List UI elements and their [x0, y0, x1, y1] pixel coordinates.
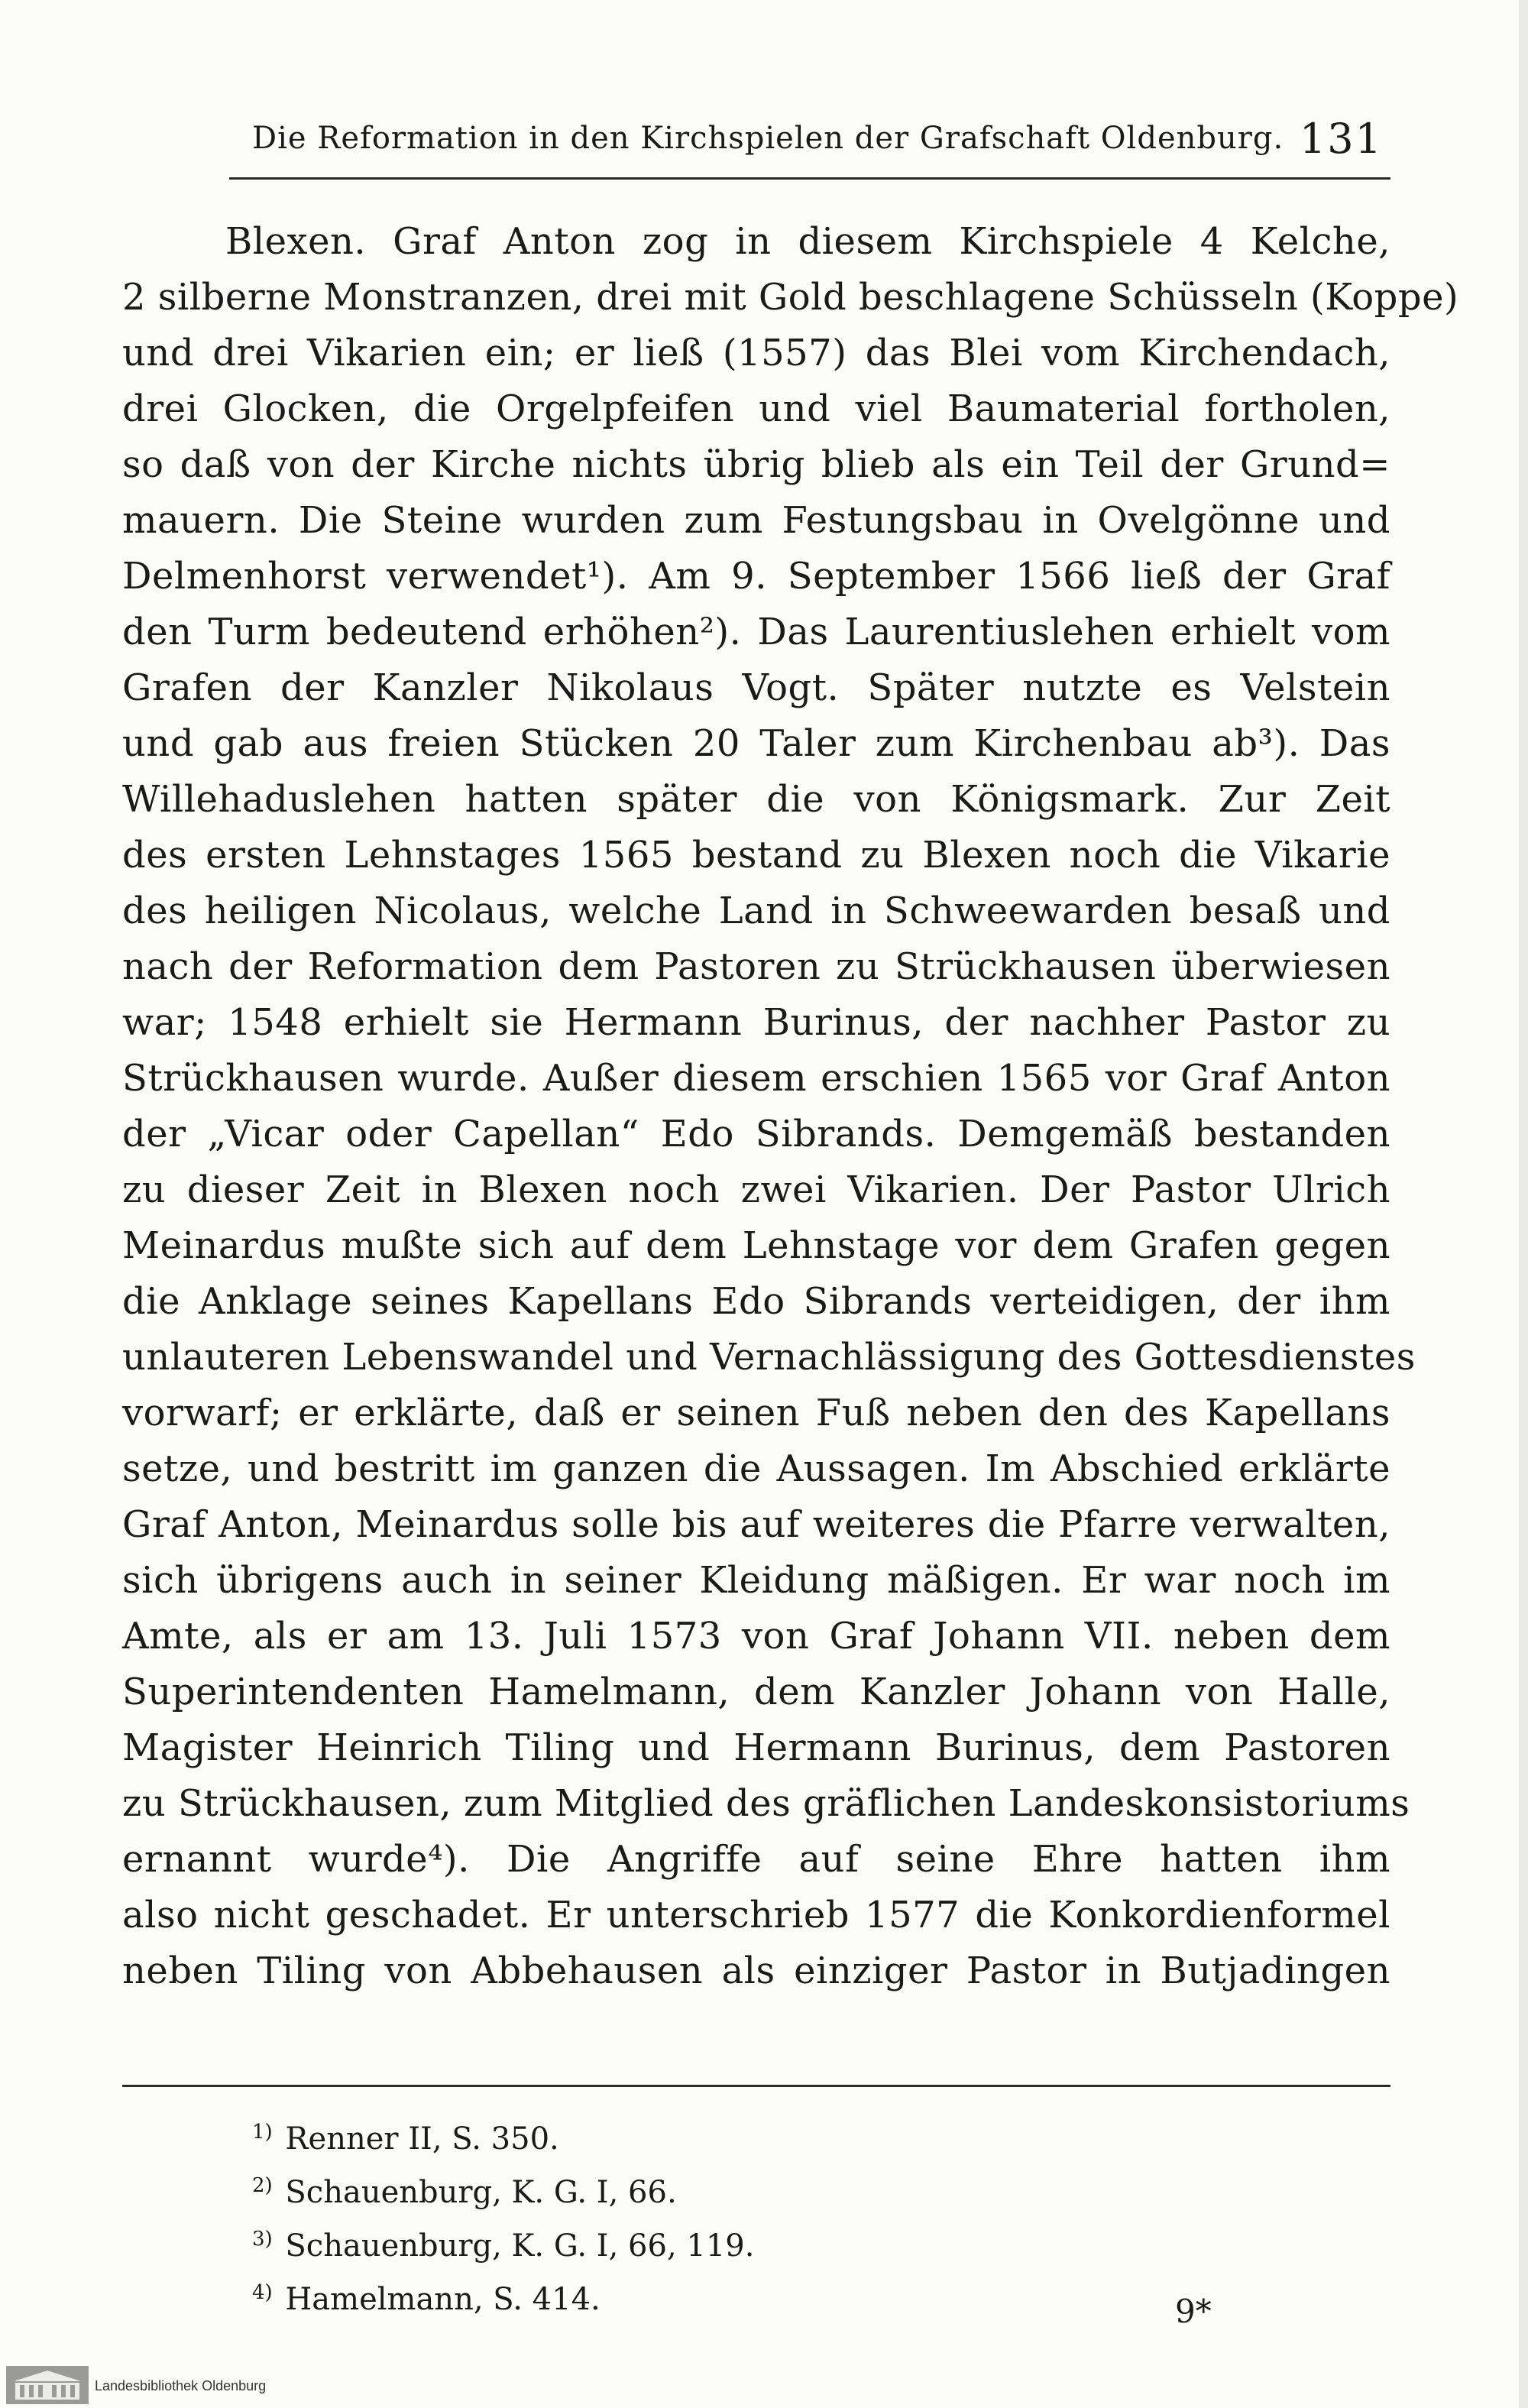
- text-line: Delmenhorst verwendet¹). Am 9. September 1566 ließ der Graf: [122, 555, 1390, 598]
- text-line: sich übrigens auch in seiner Kleidung mäßigen. Er war noch im: [122, 1559, 1390, 1602]
- text-line: neben Tiling von Abbehausen als einziger Pastor in Butjadingen: [122, 1949, 1390, 1992]
- text-line: 2 silberne Monstranzen, drei mit Gold beschlagene Schüsseln (Koppe): [122, 276, 1459, 319]
- running-header: [229, 115, 1390, 176]
- text-line: des heiligen Nicolaus, welche Land in Schweewarden besaß und: [122, 890, 1390, 932]
- text-line: und gab aus freien Stücken 20 Taler zum Kirchenbau ab³). Das: [122, 722, 1390, 765]
- text-line: ernannt wurde⁴). Die Angriffe auf seine Ehre hatten ihm: [122, 1838, 1390, 1881]
- footnotes: [252, 2105, 1322, 2319]
- footnote-text: Renner II, S. 350.: [285, 2121, 559, 2157]
- text-line: und drei Vikarien ein; er ließ (1557) das Blei vom Kirchendach,: [122, 332, 1390, 374]
- body-paragraph: [122, 214, 1459, 1999]
- text-line: Willehaduslehen hatten später die von Königsmark. Zur Zeit: [122, 778, 1390, 821]
- footnote-text: Schauenburg, K. G. I, 66.: [285, 2175, 677, 2210]
- text-line: setze, und bestritt im ganzen die Aussagen. Im Abschied erklärte: [122, 1447, 1390, 1490]
- text-line: Amte, als er am 13. Juli 1573 von Graf Johann VII. neben dem: [122, 1615, 1390, 1658]
- library-building-icon: [6, 2366, 89, 2404]
- footnote: [252, 2266, 1322, 2319]
- text-line: Meinardus mußte sich auf dem Lehnstage vor dem Grafen gegen: [122, 1224, 1390, 1267]
- text-line: nach der Reformation dem Pastoren zu Strückhausen überwiesen: [122, 945, 1390, 988]
- text-line: zu dieser Zeit in Blexen noch zwei Vikarien. Der Pastor Ulrich: [122, 1168, 1390, 1211]
- page-edge: [1519, 0, 1528, 2408]
- text-line: mauern. Die Steine wurden zum Festungsbau in Ovelgönne und: [122, 499, 1390, 542]
- text-line: Graf Anton, Meinardus solle bis auf weiteres die Pfarre verwalten,: [122, 1503, 1390, 1546]
- text-line: war; 1548 erhielt sie Hermann Burinus, der nachher Pastor zu: [122, 1001, 1390, 1044]
- text-line: die Anklage seines Kapellans Edo Sibrands verteidigen, der ihm: [122, 1280, 1390, 1323]
- text-line: Strückhausen wurde. Außer diesem erschien 1565 vor Graf Anton: [122, 1057, 1390, 1100]
- text-line: Blexen. Graf Anton zog in diesem Kirchspiele 4 Kelche,: [225, 220, 1390, 263]
- footnote: [252, 2212, 1322, 2266]
- footnote-rule: [122, 2085, 1390, 2087]
- text-line: der „Vicar oder Capellan“ Edo Sibrands. Demgemäß bestanden: [122, 1113, 1390, 1155]
- text-line: Grafen der Kanzler Nikolaus Vogt. Später nutzte es Velstein: [122, 666, 1390, 709]
- footnote-text: Hamelmann, S. 414.: [285, 2282, 601, 2317]
- text-line: Magister Heinrich Tiling und Hermann Burinus, dem Pastoren: [122, 1726, 1390, 1769]
- text-line: vorwarf; er erklärte, daß er seinen Fuß neben den des Kapellans: [122, 1392, 1390, 1434]
- text-line: Superintendenten Hamelmann, dem Kanzler Johann von Halle,: [122, 1671, 1390, 1713]
- footnote-mark: 1): [252, 2121, 273, 2144]
- footnote-mark: 2): [252, 2174, 273, 2197]
- text-line: drei Glocken, die Orgelpfeifen und viel Baumaterial fortholen,: [122, 387, 1390, 430]
- signature-mark: 9*: [1175, 2293, 1212, 2330]
- footnote-mark: 3): [252, 2228, 273, 2251]
- header-title: Die Reformation in den Kirchspielen der Grafschaft Oldenburg.: [252, 121, 1284, 156]
- text-line: den Turm bedeutend erhöhen²). Das Laurentiuslehen erhielt vom: [122, 611, 1390, 653]
- header-rule: [229, 177, 1390, 180]
- text-line: des ersten Lehnstages 1565 bestand zu Blexen noch die Vikarie: [122, 834, 1390, 877]
- page-number: 131: [1299, 115, 1383, 163]
- text-line: zu Strückhausen, zum Mitglied des gräflichen Landeskonsistoriums: [122, 1782, 1410, 1825]
- library-label: Landesbibliothek Oldenburg: [95, 2378, 267, 2393]
- text-line: so daß von der Kirche nichts übrig blieb als ein Teil der Grund=: [122, 443, 1390, 486]
- footnote: [252, 2105, 1322, 2159]
- footnote-text: Schauenburg, K. G. I, 66, 119.: [285, 2228, 755, 2264]
- footnote: [252, 2159, 1322, 2212]
- text-line: unlauteren Lebenswandel und Vernachlässigung des Gottesdienstes: [122, 1336, 1416, 1379]
- footnote-mark: 4): [252, 2281, 273, 2304]
- text-line: also nicht geschadet. Er unterschrieb 1577 die Konkordienformel: [122, 1894, 1390, 1936]
